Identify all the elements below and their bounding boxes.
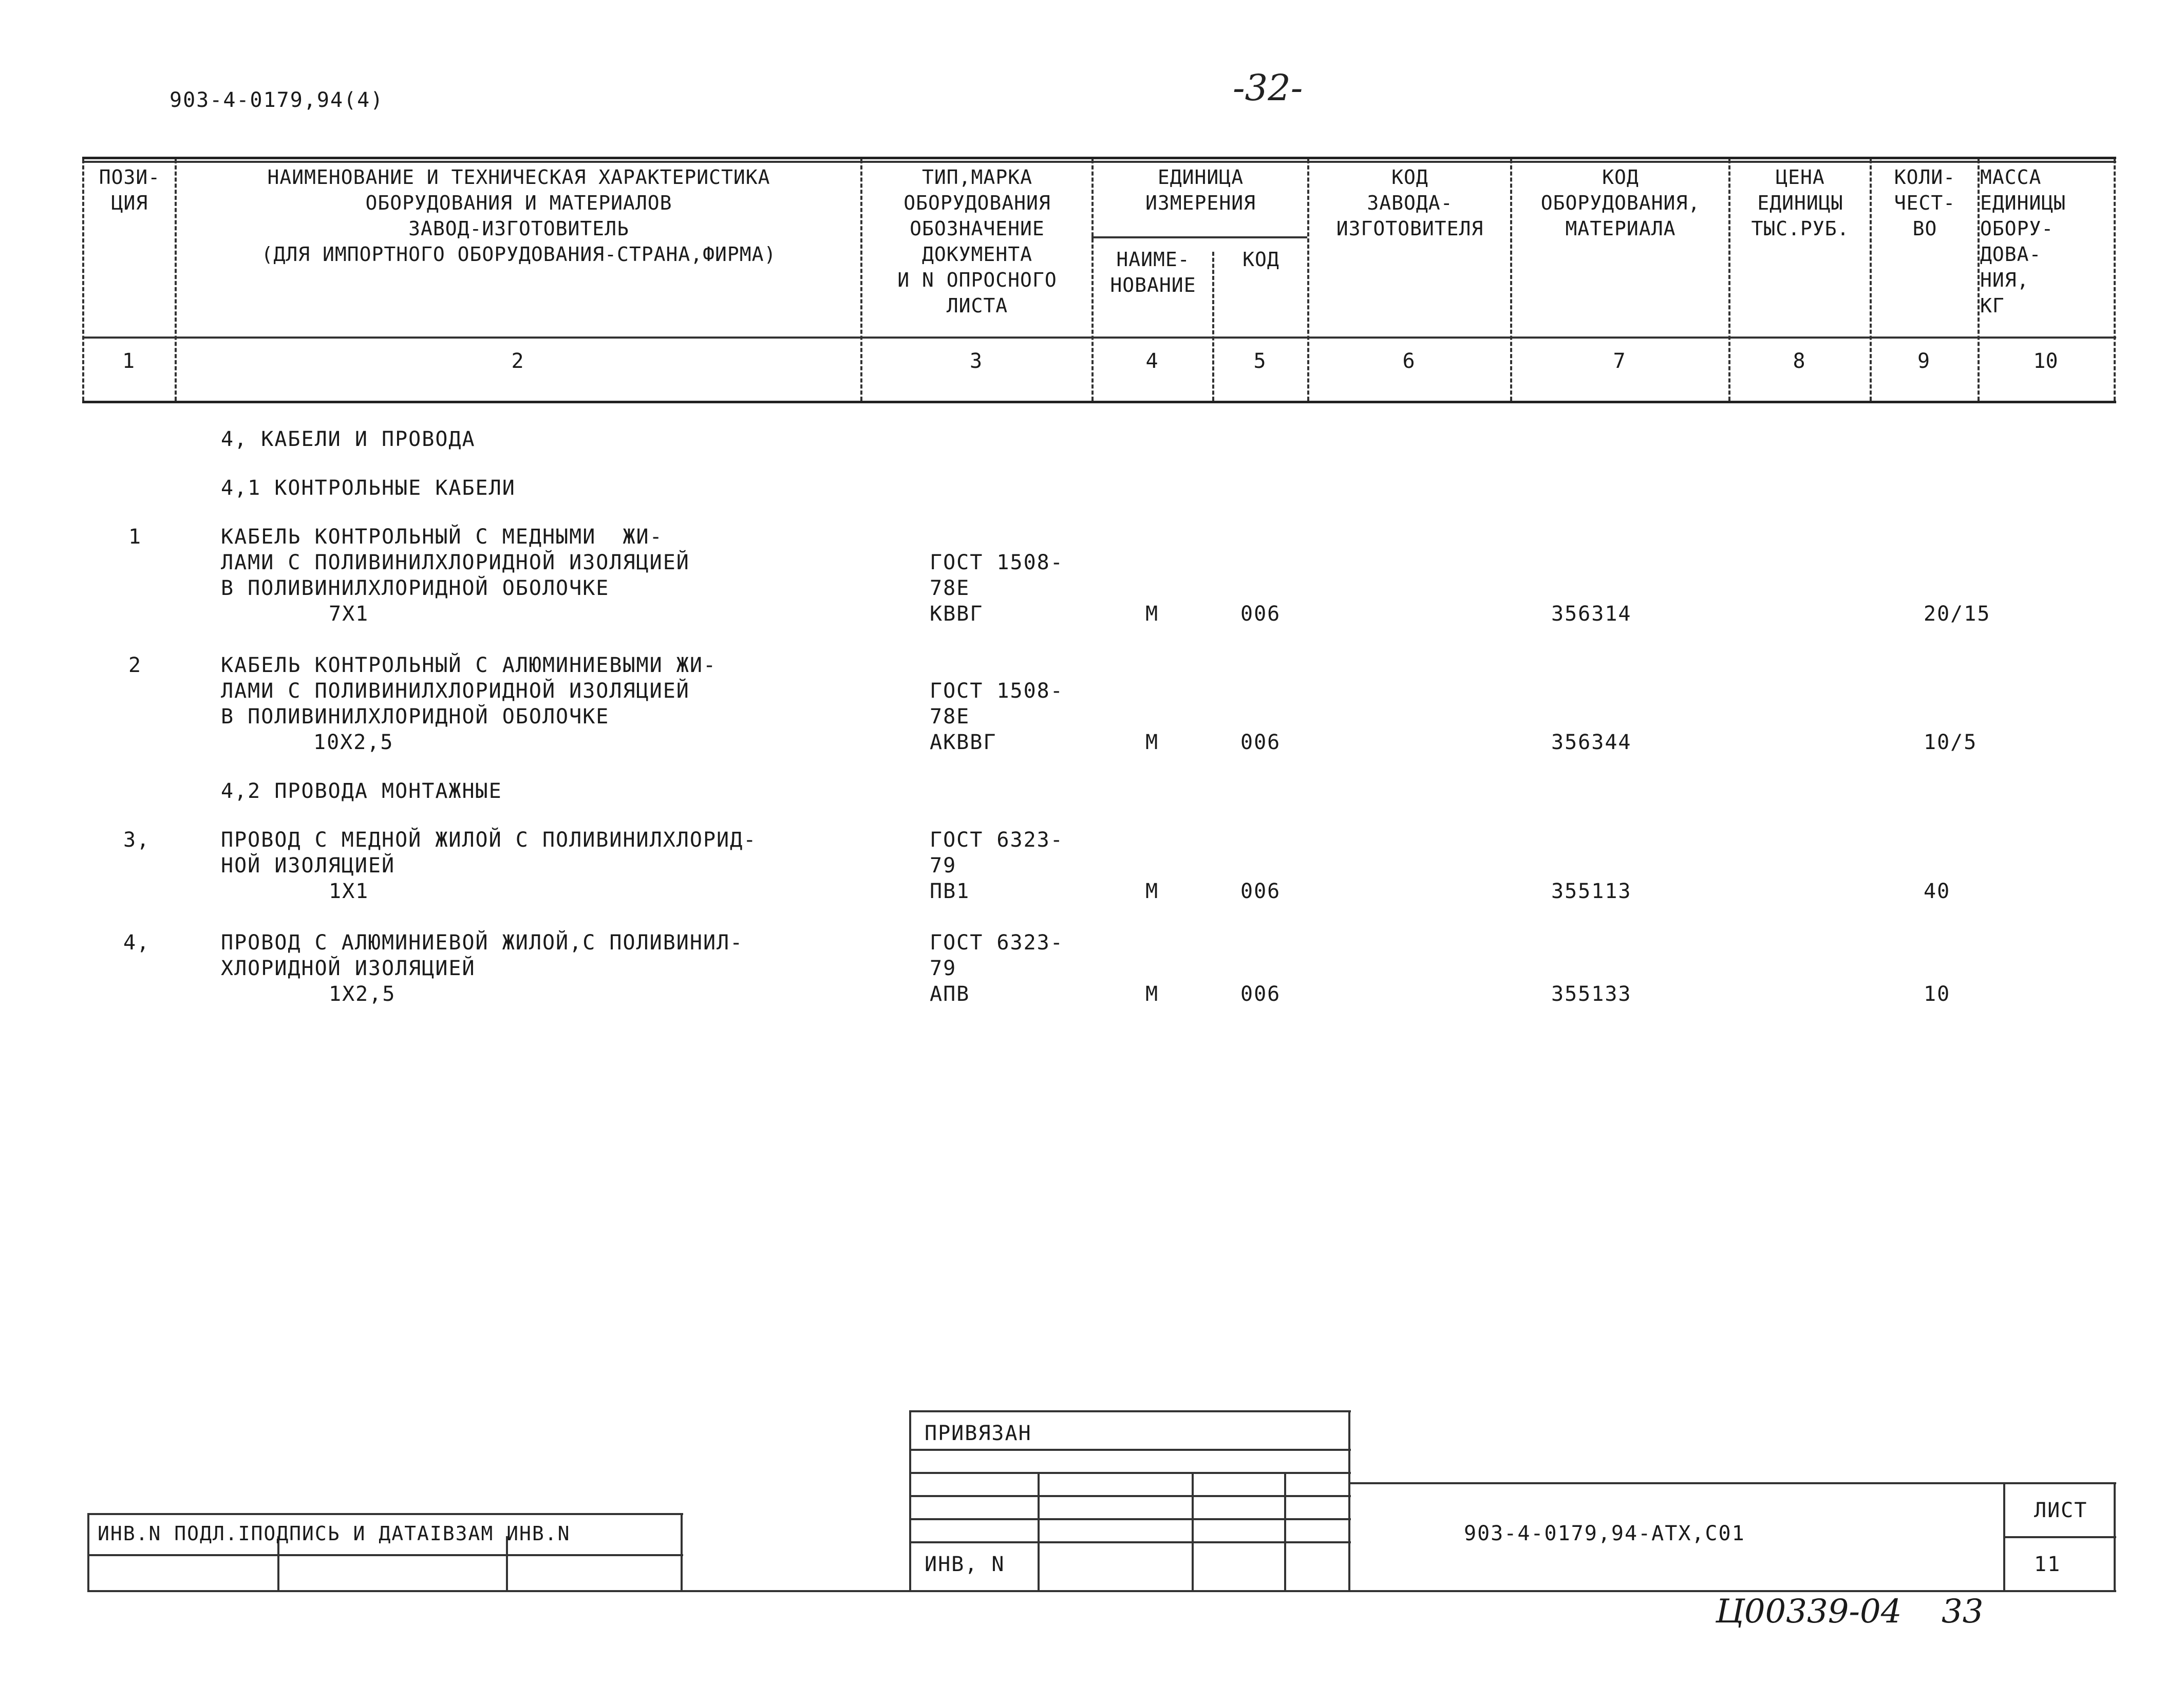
row-type: ГОСТ 1508- 78Е КВВГ <box>930 551 1064 626</box>
footer-left-labels: ИНВ.N ПОДЛ.IПОДПИСЬ И ДАТАIВЗАМ ИНВ.N <box>98 1522 571 1545</box>
column-number: 6 <box>1402 349 1415 373</box>
row-unit: М <box>1145 982 1159 1006</box>
binding-label: ПРИВЯЗАН <box>925 1422 1032 1445</box>
column-number: 2 <box>511 349 524 373</box>
row-type: ГОСТ 1508- 78Е АКВВГ <box>930 679 1064 754</box>
row-type: ГОСТ 6323- 79 ПВ1 <box>930 828 1064 903</box>
row-unit: М <box>1145 602 1159 626</box>
row-position: 3, <box>123 828 150 852</box>
header-price: ЦЕНА ЕДИНИЦЫ ТЫС.РУБ. <box>1751 166 1850 240</box>
archive-page-handwritten: 33 <box>1942 1593 1984 1631</box>
row-name: КАБЕЛЬ КОНТРОЛЬНЫЙ С МЕДНЫМИ ЖИ- ЛАМИ С ПОЛИВИНИЛХЛОРИДНОЙ ИЗОЛЯЦИЕЙ В ПОЛИВИНИЛХЛОРИДНОЙ ОБОЛОЧКЕ <box>221 525 690 600</box>
row-quantity: 10/5 <box>1924 731 1978 754</box>
column-number: 4 <box>1145 349 1158 373</box>
column-number: 10 <box>2033 349 2058 373</box>
header-quantity: КОЛИ- ЧЕСТ- ВО <box>1894 166 1956 240</box>
row-quantity: 10 <box>1924 982 1951 1006</box>
header-unit-name: НАИМЕ- НОВАНИЕ <box>1110 248 1196 296</box>
row-quantity: 40 <box>1924 880 1951 903</box>
section-heading: 4,2 ПРОВОДА МОНТАЖНЫЕ <box>221 779 502 803</box>
specification-table-header <box>82 157 2116 403</box>
header-name: НАИМЕНОВАНИЕ И ТЕХНИЧЕСКАЯ ХАРАКТЕРИСТИКА ОБОРУДОВАНИЯ И МАТЕРИАЛОВ ЗАВОД-ИЗГОТОВИТЕЛЬ (ДЛЯ ИМПОРТНОГО ОБОРУДОВАНИЯ-СТРАНА,ФИРМА) <box>261 166 777 266</box>
row-material-code: 356344 <box>1551 731 1632 754</box>
header-type: ТИП,МАРКА ОБОРУДОВАНИЯ ОБОЗНАЧЕНИЕ ДОКУМЕНТА И N ОПРОСНОГО ЛИСТА <box>897 166 1057 317</box>
row-unit: М <box>1145 731 1159 754</box>
column-number: 9 <box>1917 349 1930 373</box>
row-position: 2 <box>128 654 142 677</box>
row-unit-code: 006 <box>1240 602 1281 626</box>
footer-document-code: 903-4-0179,94-АТХ,С01 <box>1464 1522 1745 1545</box>
header-position: ПОЗИ- ЦИЯ <box>99 166 161 214</box>
row-type: ГОСТ 6323- 79 АПВ <box>930 931 1064 1006</box>
sheet-label: ЛИСТ <box>2034 1499 2088 1522</box>
row-unit-code: 006 <box>1240 880 1281 903</box>
page-number-handwritten: -32- <box>1233 67 1303 109</box>
document-code-top: 903-4-0179,94(4) <box>170 88 384 112</box>
section-heading: 4,1 КОНТРОЛЬНЫЕ КАБЕЛИ <box>221 476 516 500</box>
row-material-code: 355113 <box>1551 880 1632 903</box>
row-position: 1 <box>128 525 142 549</box>
header-mass: МАССА ЕДИНИЦЫ ОБОРУ- ДОВА- НИЯ, КГ <box>1980 166 2066 317</box>
header-unit-code: КОД <box>1242 248 1279 271</box>
sheet-number: 11 <box>2034 1553 2061 1576</box>
row-size: 7X1 <box>329 602 369 626</box>
header-unit: ЕДИНИЦА ИЗМЕРЕНИЯ <box>1145 166 1256 214</box>
row-size: 1X1 <box>329 880 369 903</box>
row-unit: М <box>1145 880 1159 903</box>
row-unit-code: 006 <box>1240 731 1281 754</box>
column-number: 3 <box>969 349 983 373</box>
column-number: 5 <box>1253 349 1266 373</box>
row-material-code: 356314 <box>1551 602 1632 626</box>
header-factory-code: КОД ЗАВОДА- ИЗГОТОВИТЕЛЯ <box>1336 166 1484 240</box>
row-name: ПРОВОД С АЛЮМИНИЕВОЙ ЖИЛОЙ,С ПОЛИВИНИЛ- ХЛОРИДНОЙ ИЗОЛЯЦИЕЙ <box>221 931 744 980</box>
row-name: КАБЕЛЬ КОНТРОЛЬНЫЙ С АЛЮМИНИЕВЫМИ ЖИ- ЛАМИ С ПОЛИВИНИЛХЛОРИДНОЙ ИЗОЛЯЦИЕЙ В ПОЛИВИНИЛХЛОРИДНОЙ ОБОЛОЧКЕ <box>221 654 717 729</box>
row-name: ПРОВОД С МЕДНОЙ ЖИЛОЙ С ПОЛИВИНИЛХЛОРИД- НОЙ ИЗОЛЯЦИЕЙ <box>221 828 757 877</box>
archive-code-handwritten: Ц00339-04 <box>1716 1593 1902 1631</box>
column-number: 1 <box>122 349 135 373</box>
header-material-code: КОД ОБОРУДОВАНИЯ, МАТЕРИАЛА <box>1540 166 1701 240</box>
column-number: 7 <box>1613 349 1626 373</box>
row-position: 4, <box>123 931 150 955</box>
inventory-number-label: ИНВ, N <box>925 1553 1005 1576</box>
row-quantity: 20/15 <box>1924 602 1991 626</box>
section-heading: 4, КАБЕЛИ И ПРОВОДА <box>221 427 476 451</box>
column-number: 8 <box>1793 349 1805 373</box>
row-size: 1X2,5 <box>329 982 396 1006</box>
row-unit-code: 006 <box>1240 982 1281 1006</box>
row-material-code: 355133 <box>1551 982 1632 1006</box>
row-size: 10X2,5 <box>313 731 394 754</box>
